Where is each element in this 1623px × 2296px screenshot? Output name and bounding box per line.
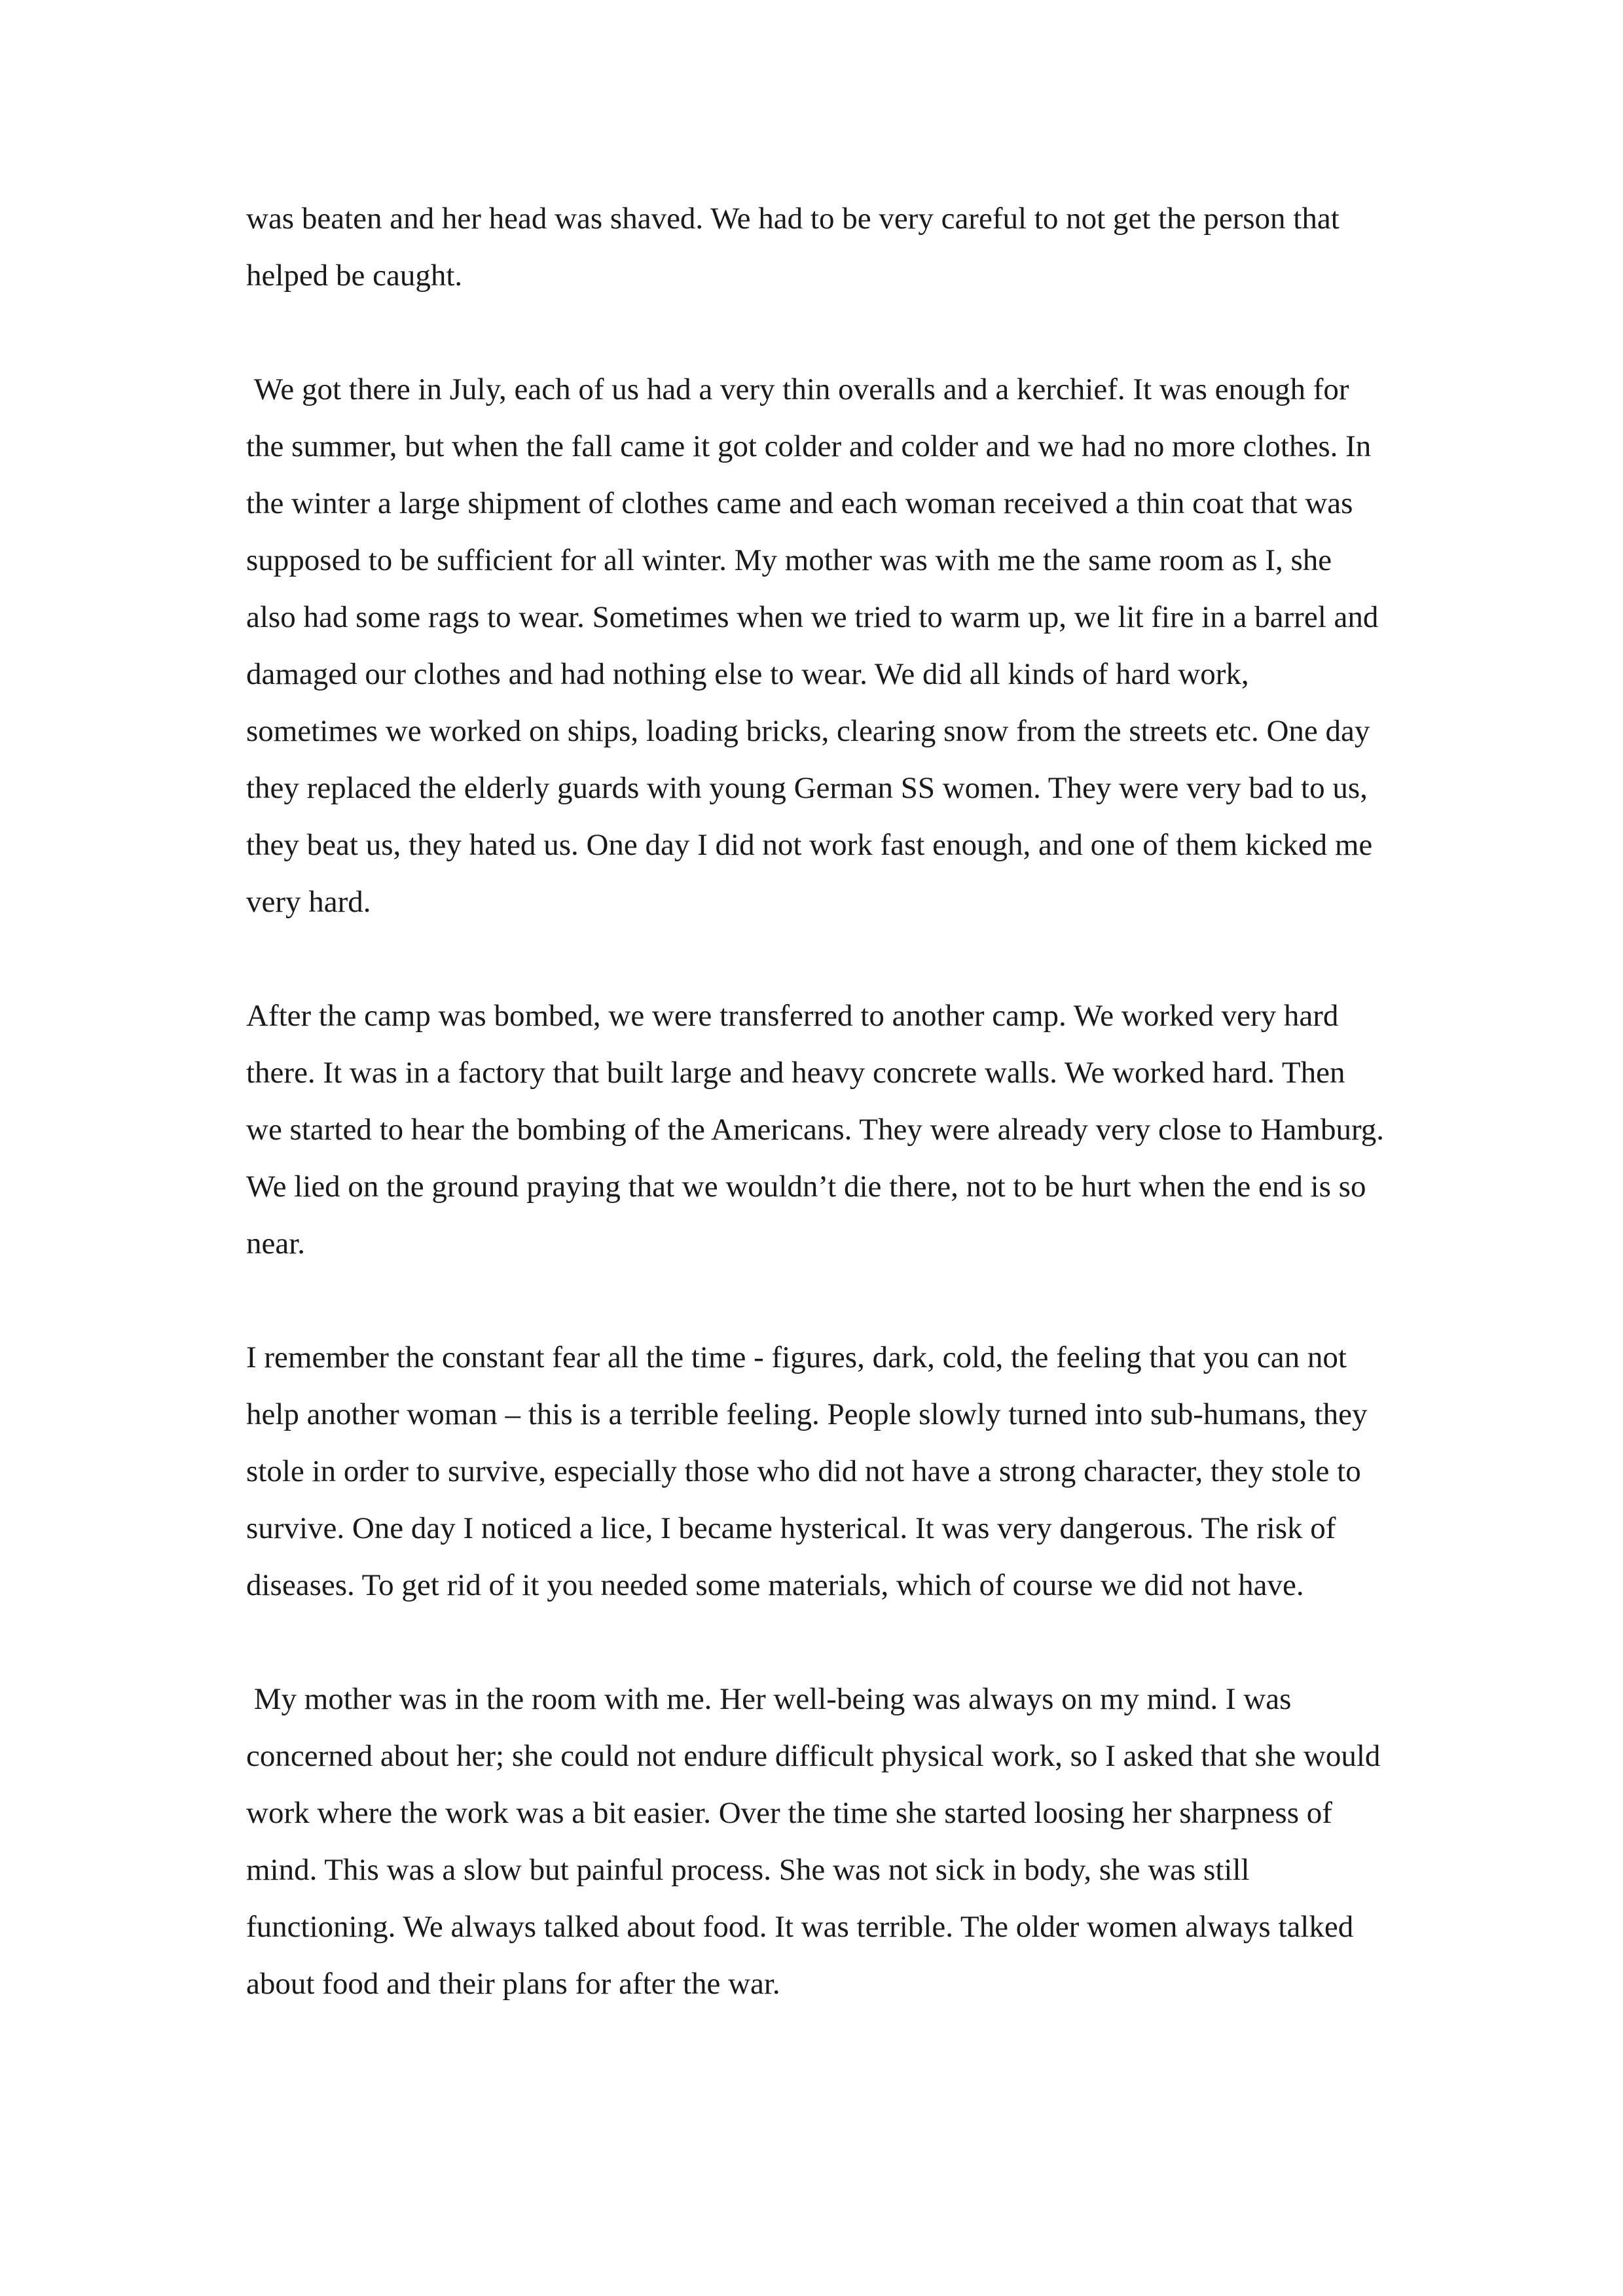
paragraph-3: After the camp was bombed, we were transferred to another camp. We worked very hard there. It was in a factory that built large and heavy concrete walls. We worked hard. Then we started to hear the bombing of the Americans. They were already very close to Hamburg. We lied on the ground praying that we wouldn’t die there, not to be hurt when the end is so near. xyxy=(246,999,1391,1261)
paragraph-1: was beaten and her head was shaved. We had to be very careful to not get the person that helped be caught. xyxy=(246,202,1347,293)
document-body xyxy=(246,190,1391,2013)
paragraph-2: We got there in July, each of us had a very thin overalls and a kerchief. It was enough for the summer, but when the fall came it got colder and colder and we had no more clothes. In the winter a large shipment of clothes came and each woman received a thin coat that was supposed to be sufficient for all winter. My mother was with me the same room as I, she also had some rags to wear. Sometimes when we tried to warm up, we lit fire in a barrel and damaged our clothes and had nothing else to wear. We did all kinds of hard work, sometimes we worked on ships, loading bricks, clearing snow from the streets etc. One day they replaced the elderly guards with young German SS women. They were very bad to us, they beat us, they hated us. One day I did not work fast enough, and one of them kicked me very hard. xyxy=(246,372,1387,919)
paragraph-4: I remember the constant fear all the time - figures, dark, cold, the feeling that you can not help another woman – this is a terrible feeling. People slowly turned into sub-humans, they stole in order to survive, especially those who did not have a strong character, they stole to survive. One day I noticed a lice, I became hysterical. It was very dangerous. The risk of diseases. To get rid of it you needed some materials, which of course we did not have. xyxy=(246,1340,1376,1602)
paragraph-5: My mother was in the room with me. Her well-being was always on my mind. I was concerned about her; she could not endure difficult physical work, so I asked that she would work where the work was a bit easier. Over the time she started loosing her sharpness of mind. This was a slow but painful process. She was not sick in body, she was still functioning. We always talked about food. It was terrible. The older women always talked about food and their plans for after the war. xyxy=(246,1682,1389,2001)
